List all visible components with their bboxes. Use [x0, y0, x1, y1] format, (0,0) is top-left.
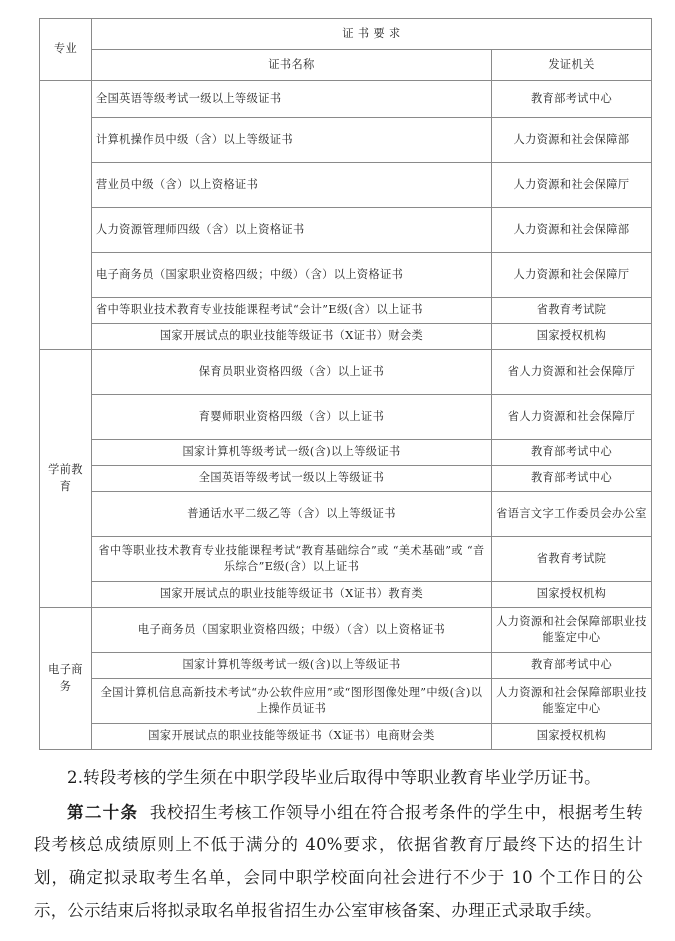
certificate-name-cell: 保育员职业资格四级（含）以上证书 [92, 350, 492, 395]
table-row [40, 81, 652, 118]
table-header-row-top [40, 19, 652, 50]
table-row [40, 163, 652, 208]
table-header-row-sub [40, 50, 652, 81]
table-row [40, 608, 652, 653]
certificate-name-cell: 普通话水平二级乙等（含）以上等级证书 [92, 492, 492, 537]
table-row [40, 653, 652, 679]
table-row [40, 679, 652, 724]
certificate-name-cell: 育婴师职业资格四级（含）以上证书 [92, 395, 492, 440]
issuing-authority-cell: 人力资源和社会保障厅 [492, 253, 652, 298]
paragraph-item-2-text: 2.转段考核的学生须在中职学段毕业后取得中等职业教育毕业学历证书。 [67, 768, 601, 787]
issuing-authority-cell: 人力资源和社会保障厅 [492, 163, 652, 208]
table-row [40, 253, 652, 298]
article-20-label: 第二十条 [67, 802, 139, 822]
certificate-name-cell: 人力资源管理师四级（含）以上资格证书 [92, 208, 492, 253]
table-row [40, 582, 652, 608]
issuing-authority-cell: 教育部考试中心 [492, 440, 652, 466]
certificate-name-cell: 电子商务员（国家职业资格四级；中级）（含）以上资格证书 [92, 253, 492, 298]
issuing-authority-cell: 人力资源和社会保障部职业技能鉴定中心 [492, 608, 652, 653]
certificate-name-cell: 全国英语等级考试一级以上等级证书 [92, 466, 492, 492]
certificate-name-cell: 全国计算机信息高新技术考试“办公软件应用”或“图形图像处理”中级(含)以上操作员证书 [92, 679, 492, 724]
issuing-authority-cell: 省人力资源和社会保障厅 [492, 350, 652, 395]
certificate-name-cell: 全国英语等级考试一级以上等级证书 [92, 81, 492, 118]
table-body [40, 81, 652, 750]
paragraph-item-2 [34, 762, 643, 795]
table-row [40, 440, 652, 466]
issuing-authority-cell: 省教育考试院 [492, 298, 652, 324]
major-group-cell: 电子商务 [40, 608, 92, 750]
certificate-name-cell: 计算机操作员中级（含）以上等级证书 [92, 118, 492, 163]
certificate-name-cell: 国家计算机等级考试一级(含)以上等级证书 [92, 653, 492, 679]
certificate-name-cell: 国家开展试点的职业技能等级证书（X证书）财会类 [92, 324, 492, 350]
paragraph-article-20-text: 我校招生考核工作领导小组在符合报考条件的学生中，根据考生转段考核总成绩原则上不低于满分的 40%要求，依据省教育厅最终下达的招生计划，确定拟录取考生名单，会同中职学校面向社会进行不少于 10 个工作日的公示，公示结束后将拟录取名单报省招生办公室审核备案、办理正式录取手续。 [34, 802, 644, 920]
issuing-authority-cell: 省教育考试院 [492, 537, 652, 582]
issuing-authority-cell: 教育部考试中心 [492, 81, 652, 118]
certificate-name-cell: 国家计算机等级考试一级(含)以上等级证书 [92, 440, 492, 466]
table-row [40, 724, 652, 750]
issuing-authority-cell: 国家授权机构 [492, 582, 652, 608]
issuing-authority-cell: 教育部考试中心 [492, 466, 652, 492]
issuing-authority-cell: 人力资源和社会保障部 [492, 208, 652, 253]
table-row [40, 537, 652, 582]
table-row [40, 118, 652, 163]
issuing-authority-cell: 省人力资源和社会保障厅 [492, 395, 652, 440]
table-row [40, 324, 652, 350]
major-group-cell: 学前教育 [40, 350, 92, 608]
header-certificate-requirement: 证 书 要 求 [92, 19, 652, 50]
paragraph-article-20 [34, 797, 643, 928]
certificate-name-cell: 国家开展试点的职业技能等级证书（X证书）电商财会类 [92, 724, 492, 750]
table-row [40, 298, 652, 324]
issuing-authority-cell: 省语言文字工作委员会办公室 [492, 492, 652, 537]
table-row [40, 208, 652, 253]
issuing-authority-cell: 人力资源和社会保障部职业技能鉴定中心 [492, 679, 652, 724]
issuing-authority-cell: 教育部考试中心 [492, 653, 652, 679]
table-row [40, 492, 652, 537]
certificate-requirements-table [39, 18, 652, 750]
header-issuing-authority: 发证机关 [492, 50, 652, 81]
table-row [40, 395, 652, 440]
table-paragraph-gap [16, 750, 659, 762]
certificate-name-cell: 营业员中级（含）以上资格证书 [92, 163, 492, 208]
issuing-authority-cell: 国家授权机构 [492, 324, 652, 350]
table-header [40, 19, 652, 81]
major-group-cell [40, 81, 92, 350]
issuing-authority-cell: 人力资源和社会保障部 [492, 118, 652, 163]
issuing-authority-cell: 国家授权机构 [492, 724, 652, 750]
certificate-name-cell: 省中等职业技术教育专业技能课程考试“会计”E级(含）以上证书 [92, 298, 492, 324]
certificate-name-cell: 国家开展试点的职业技能等级证书（X证书）教育类 [92, 582, 492, 608]
certificate-name-cell: 省中等职业技术教育专业技能课程考试“教育基础综合”或 “美术基础”或 “音乐综合”E级(含）以上证书 [92, 537, 492, 582]
body-text-block [16, 762, 659, 927]
table-row [40, 466, 652, 492]
table-row [40, 350, 652, 395]
header-major: 专业 [40, 19, 92, 81]
certificate-name-cell: 电子商务员（国家职业资格四级；中级）（含）以上资格证书 [92, 608, 492, 653]
header-certificate-name: 证书名称 [92, 50, 492, 81]
